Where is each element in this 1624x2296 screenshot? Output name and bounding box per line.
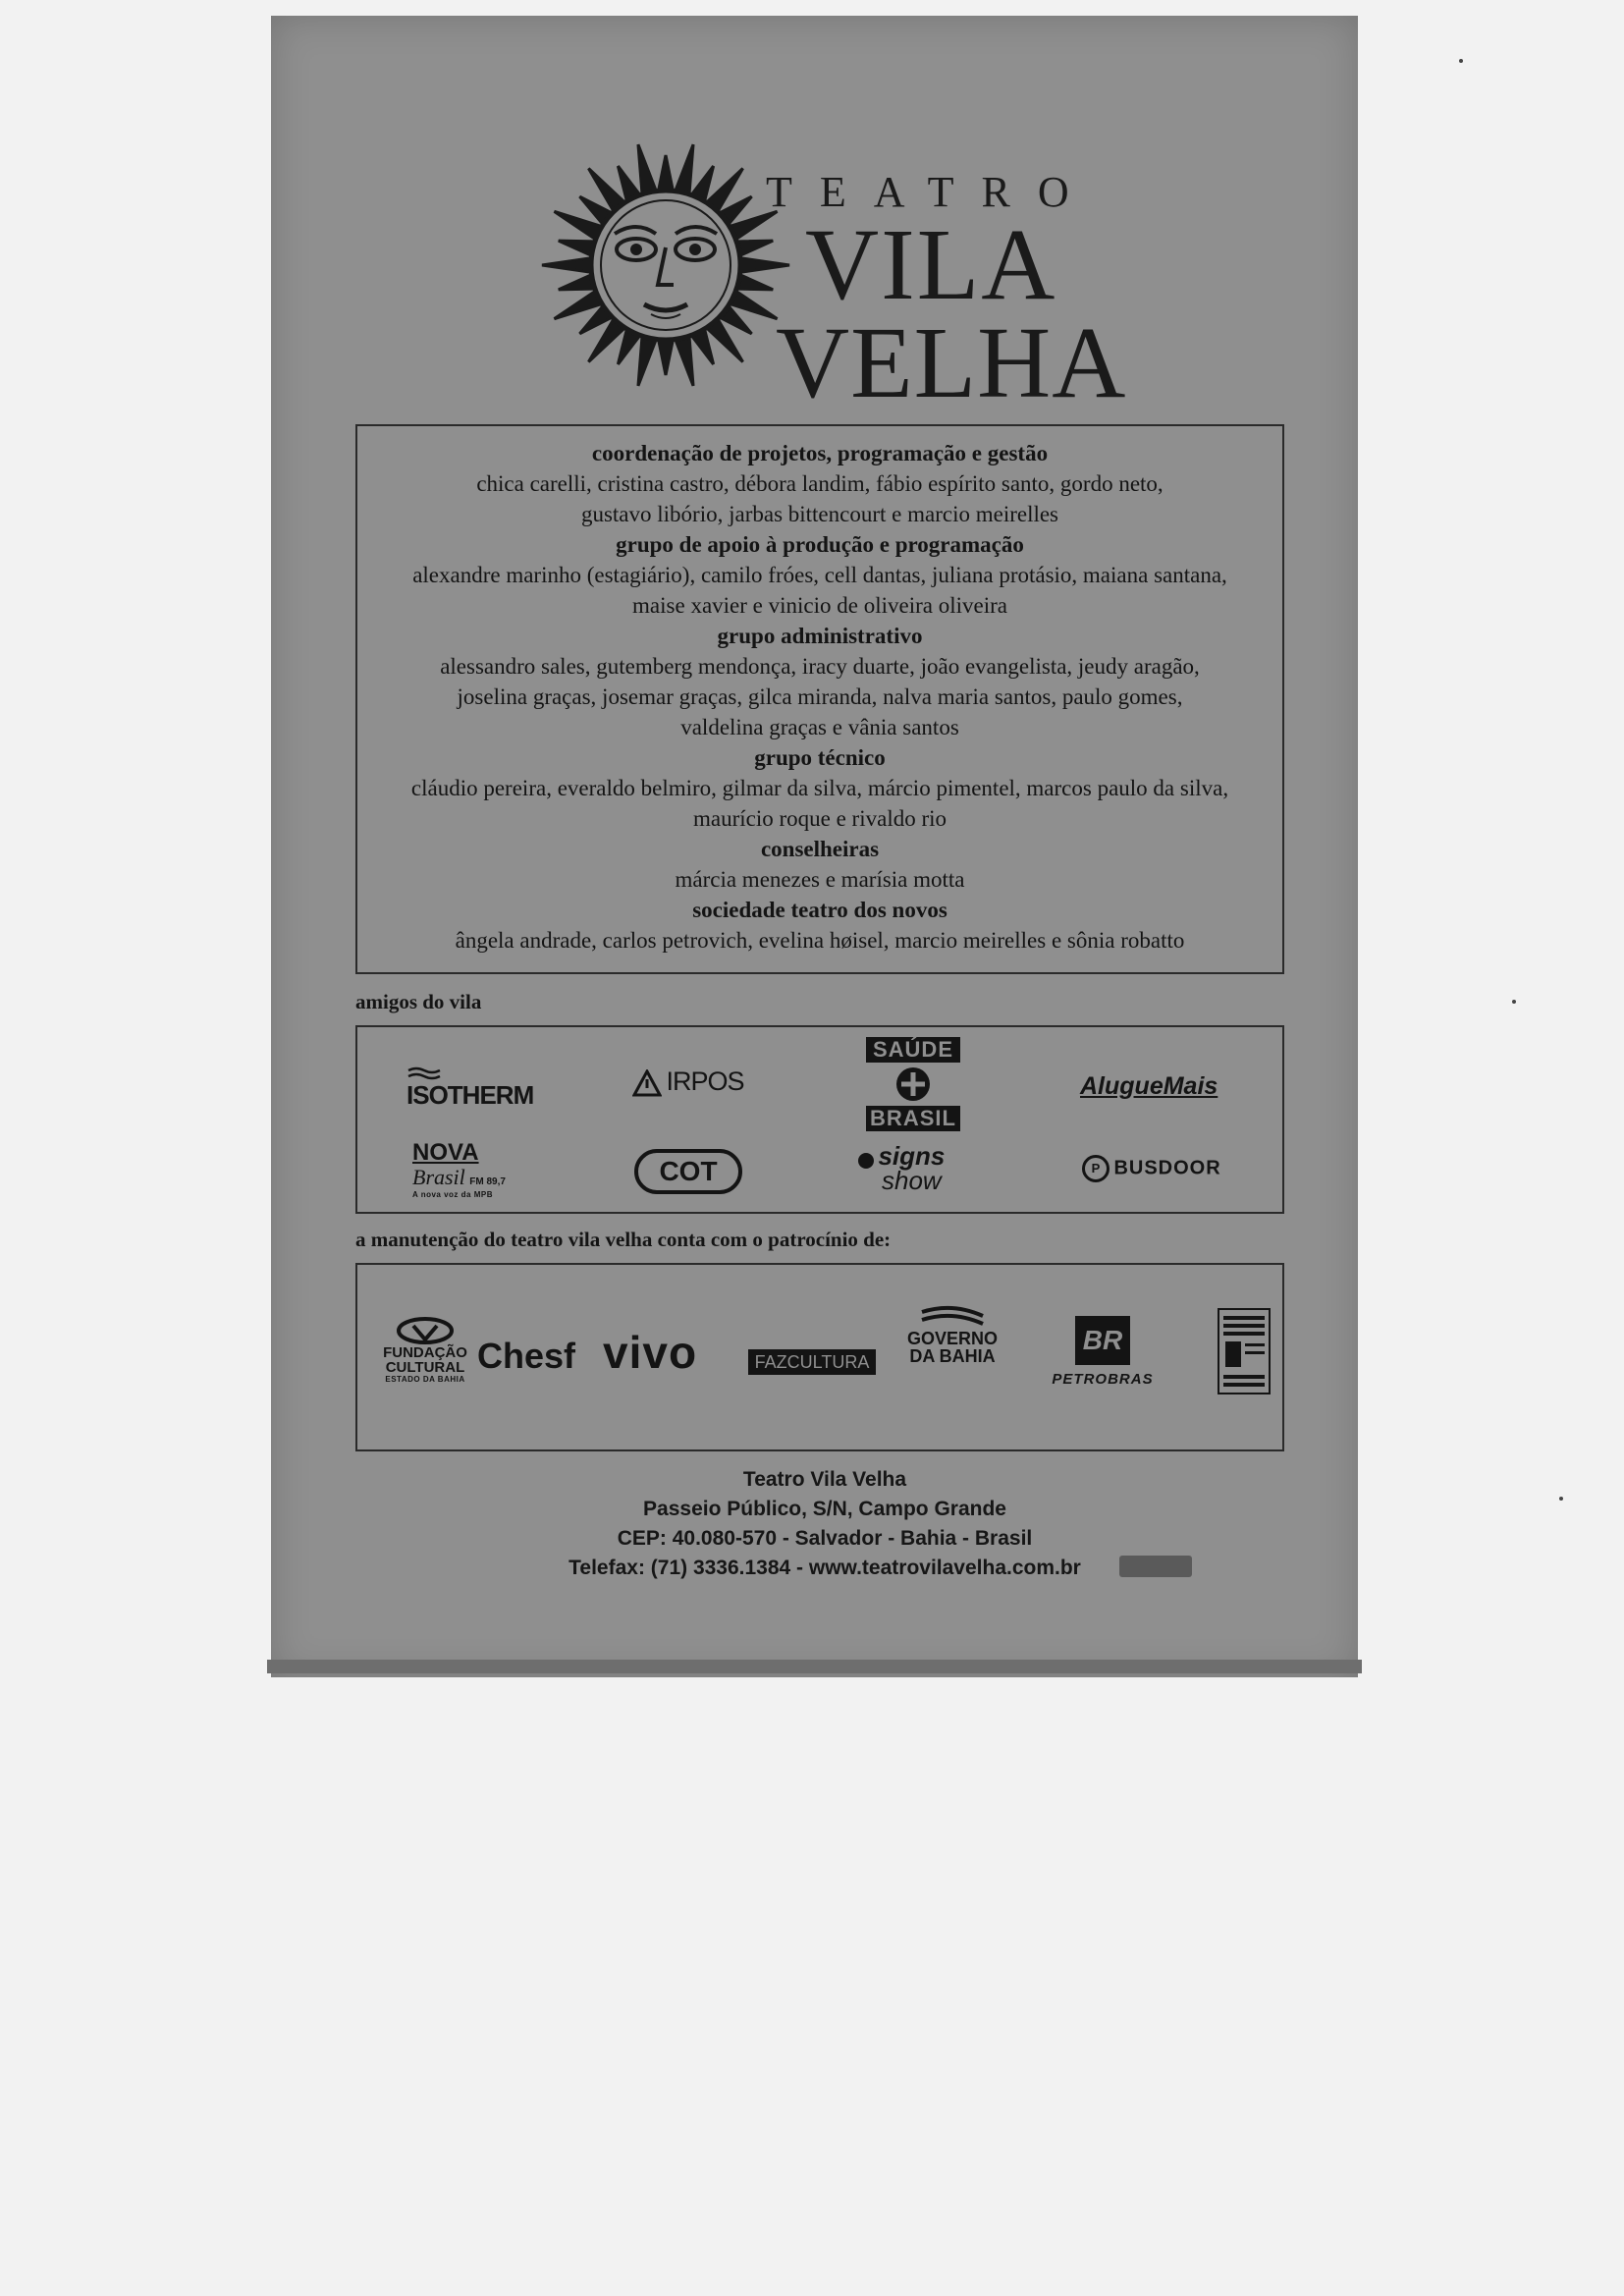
tape-mark [1119,1556,1192,1577]
footer-cep: CEP: 40.080-570 - Salvador - Bahia - Brasil [617,1527,1033,1550]
dot-icon [858,1153,874,1169]
sun-ray [554,211,600,238]
credits-line: gustavo libório, jarbas bittencourt e marcio meirelles [580,502,1059,526]
chesf-logo: Chesf [477,1336,576,1376]
fazcultura-logo: FAZCULTURA [748,1349,876,1375]
signs-show-logo: signs show [858,1145,976,1191]
sun-ray [731,292,778,318]
irpos-logo: IRPOS [632,1066,750,1097]
governo-bahia-logo: GOVERNO DA BAHIA [893,1304,1011,1365]
credits-line: maurício roque e rivaldo rio [692,806,947,831]
credits-line: chica carelli, cristina castro, débora landim, fábio espírito santo, gordo neto, [476,471,1164,496]
scan-speck [1459,59,1463,63]
scan-speck [1559,1497,1563,1501]
fundacao-cultural-logo: FUNDAÇÃO CULTURAL ESTADO DA BAHIA [371,1316,479,1384]
credits-box [355,424,1284,974]
credits-heading: conselheiras [760,837,880,861]
credits-line: joselina graças, josemar graças, gilca miranda, nalva maria santos, paulo gomes, [457,684,1183,709]
sun-ray [559,275,593,289]
footer-name: Teatro Vila Velha [742,1468,907,1491]
credits-heading: grupo administrativo [717,624,923,648]
busdoor-circle-icon: P [1082,1155,1110,1182]
credits-heading: sociedade teatro dos novos [692,898,947,922]
amigos-logos-box [355,1025,1284,1214]
logo-word-velha: VELHA [776,306,1127,419]
credits-heading: grupo técnico [754,745,886,770]
flag-icon [918,1304,987,1330]
lei-incentivo-cultura-seal-icon [1218,1308,1271,1394]
credits-line: alexandre marinho (estagiário), camilo fróes, cell dantas, juliana protásio, maiana santana, [412,563,1227,587]
logo-word-teatro: TEATRO [766,168,1097,216]
sun-ray [742,258,789,272]
footer-contact: Telefax: (71) 3336.1384 - www.teatrovilavelha.com.br [568,1557,1081,1579]
theatre-address-block [471,1465,1178,1583]
credits-line: valdelina graças e vânia santos [680,715,959,739]
isotherm-logo: ISOTHERM [406,1066,534,1111]
sun-ray [638,338,656,386]
saude-brasil-logo: SAÚDE BRASIL [866,1037,960,1141]
cover-bottom-edge [267,1660,1362,1673]
sun-ray [554,292,600,318]
aluguemais-logo: AlugueMais [1080,1072,1218,1100]
credits-line: márcia menezes e marísia motta [675,867,965,892]
sun-face-logo-icon [538,137,793,393]
vivo-logo: vivo [603,1327,698,1378]
cot-logo: COT [634,1149,742,1194]
sun-ray [542,258,589,272]
sun-ray [738,275,773,289]
logo-word-vila: VILA [805,208,1057,321]
amigos-label: amigos do vila [355,990,482,1013]
credits-line: ângela andrade, carlos petrovich, evelina høisel, marcio meirelles e sônia robatto [455,928,1185,953]
credits-heading: grupo de apoio à produção e programação [616,532,1024,557]
petrobras-logo: BR PETROBRAS [1049,1316,1157,1388]
sun-ray [659,155,673,189]
sun-ray [676,338,693,386]
footer-address: Passeio Público, S/N, Campo Grande [643,1498,1006,1520]
patrocinio-label: a manutenção do teatro vila velha conta com o patrocínio de: [355,1228,892,1251]
credits-heading: coordenação de projetos, programação e gestão [591,441,1049,465]
sun-ray [738,241,773,254]
sun-ray [659,342,673,375]
nova-brasil-fm-logo: NOVA Brasil FM 89,7 A nova voz da MPB [412,1139,506,1199]
sun-ray [559,241,593,254]
busdoor-logo: P BUSDOOR [1082,1155,1249,1182]
triangle-warning-icon [632,1069,662,1097]
fundacao-emblem-icon [396,1316,455,1345]
credits-line: alessandro sales, gutemberg mendonça, iracy duarte, joão evangelista, jeudy aragão, [440,654,1200,679]
isotherm-wave-icon [406,1066,442,1080]
credits-line: maise xavier e vinicio de oliveira oliveira [632,593,1007,618]
credits-line: cláudio pereira, everaldo belmiro, gilmar da silva, márcio pimentel, marcos paulo da silva, [410,776,1229,800]
sun-ray [638,144,656,192]
sun-ray [676,144,693,192]
sponsors-box [355,1263,1284,1451]
scan-speck [1512,1000,1516,1004]
cross-shield-icon [892,1065,935,1104]
